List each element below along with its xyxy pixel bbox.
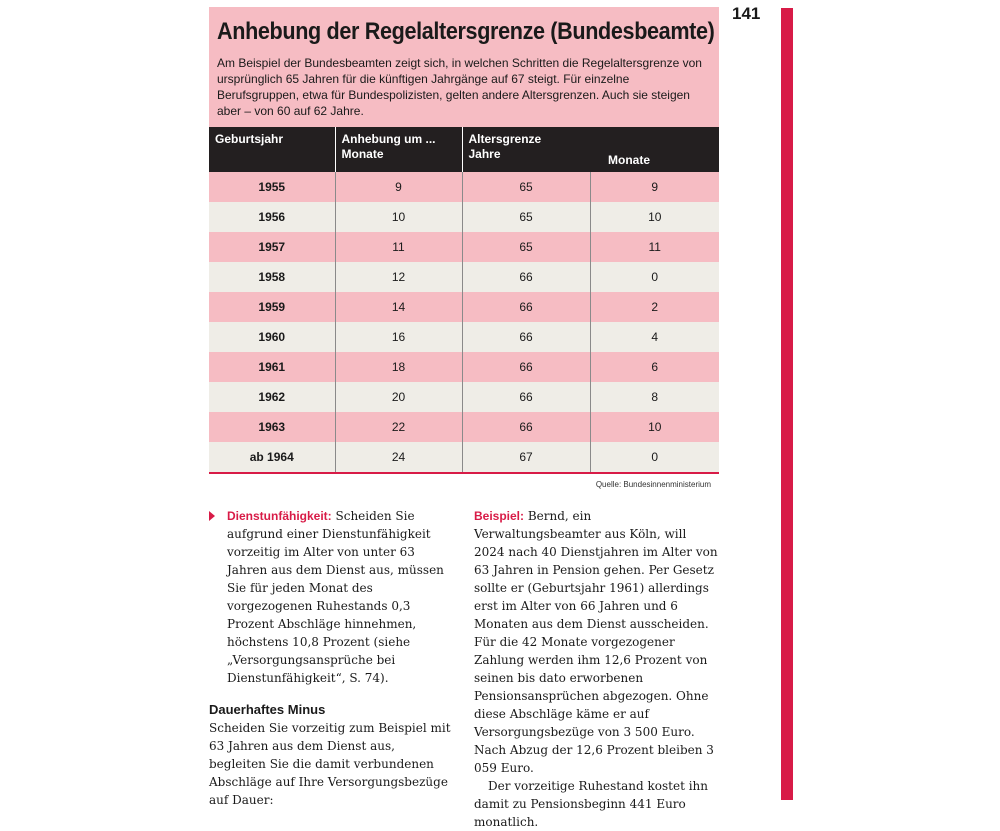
example-text: Bernd, ein Verwaltungsbeamter aus Köln, will 2024 nach 40 Dienstjahren im Alter von 63 Jahren in Pension gehen. Per Gesetz sollte er (Geburtsjahr 1961) allerdings erst im Alter von 66 Jahren und 6 Monaten aus dem Dienst ausscheiden. Für die 42 Monate vorgezogener Zahlung werden ihm 12,6 Prozent von seinen bis dato erworbenen Pensionsansprüchen abgezogen. Ohne diese Abschläge käme er auf Versorgungsbezüge von 3 500 Euro. Nach Abzug der 12,6 Prozent bleiben 3 059 Euro.: [474, 509, 718, 775]
cell-increase: 10: [335, 202, 462, 232]
cell-birth-year: 1959: [209, 292, 335, 322]
table-row: [209, 412, 719, 442]
info-box: [209, 7, 719, 489]
cell-months: 9: [590, 172, 719, 202]
cell-years: 67: [462, 442, 590, 473]
bullet-keyword: Dienstunfähigkeit:: [227, 509, 332, 523]
cell-increase: 12: [335, 262, 462, 292]
header-age-limit-years: Altersgrenze Jahre: [462, 127, 590, 172]
source-note: Quelle: Bundesinnenministerium: [595, 480, 711, 489]
cell-months: 10: [590, 202, 719, 232]
table-row: [209, 292, 719, 322]
cell-years: 65: [462, 172, 590, 202]
cell-increase: 14: [335, 292, 462, 322]
table-row: [209, 322, 719, 352]
cell-years: 66: [462, 352, 590, 382]
cell-birth-year: 1955: [209, 172, 335, 202]
cell-birth-year: 1958: [209, 262, 335, 292]
cell-months: 6: [590, 352, 719, 382]
header-birth-year: Geburtsjahr: [209, 127, 335, 172]
cell-birth-year: 1960: [209, 322, 335, 352]
cell-increase: 24: [335, 442, 462, 473]
cell-months: 11: [590, 232, 719, 262]
cell-increase: 9: [335, 172, 462, 202]
cell-years: 66: [462, 292, 590, 322]
header-increase-months: Anhebung um ... Monate: [335, 127, 462, 172]
right-column: [474, 507, 718, 831]
example-keyword: Beispiel:: [474, 509, 525, 523]
cell-birth-year: 1957: [209, 232, 335, 262]
table-row: [209, 232, 719, 262]
cell-birth-year: ab 1964: [209, 442, 335, 473]
page-edge-marker: [781, 8, 793, 800]
cell-birth-year: 1963: [209, 412, 335, 442]
cell-months: 2: [590, 292, 719, 322]
cell-increase: 18: [335, 352, 462, 382]
page-number: 141: [732, 4, 761, 23]
table-row: [209, 202, 719, 232]
cell-increase: 11: [335, 232, 462, 262]
cell-months: 0: [590, 262, 719, 292]
cell-years: 66: [462, 262, 590, 292]
cell-years: 66: [462, 412, 590, 442]
cell-months: 10: [590, 412, 719, 442]
box-intro: Am Beispiel der Bundesbeamten zeigt sich, in welchen Schritten die Regelaltersgrenze von ursprünglich 65 Jahren für die künftigen Jahrgänge auf 67 steigt. Für einzelne Berufsgruppen, etwa für Bundespolizisten, gelten andere Altersgrenzen. Auch sie steigen aber – von 60 auf 62 Jahre.: [217, 56, 702, 118]
box-title: Anhebung der Regelaltersgrenze (Bundesbeamte): [217, 18, 715, 45]
cell-birth-year: 1962: [209, 382, 335, 412]
cell-birth-year: 1961: [209, 352, 335, 382]
cell-years: 65: [462, 232, 590, 262]
cell-years: 66: [462, 382, 590, 412]
section-heading: Dauerhaftes Minus: [209, 702, 326, 717]
retirement-age-table: [209, 127, 719, 474]
cell-months: 0: [590, 442, 719, 473]
cell-months: 8: [590, 382, 719, 412]
left-column: [209, 507, 453, 809]
header-age-limit-months: Monate: [590, 127, 719, 172]
table-row: [209, 442, 719, 473]
bullet-item-disability: [209, 507, 453, 687]
cell-increase: 22: [335, 412, 462, 442]
cell-birth-year: 1956: [209, 202, 335, 232]
info-box-header: [209, 7, 719, 127]
cell-years: 66: [462, 322, 590, 352]
cell-years: 65: [462, 202, 590, 232]
table-row: [209, 382, 719, 412]
cell-months: 4: [590, 322, 719, 352]
table-row: [209, 352, 719, 382]
cell-increase: 16: [335, 322, 462, 352]
table-header-row: [209, 127, 719, 172]
closing-paragraph: Der vorzeitige Ruhestand kostet ihn damit zu Pensionsbeginn 441 Euro monatlich.: [474, 779, 708, 829]
table-row: [209, 262, 719, 292]
bullet-text: Scheiden Sie aufgrund einer Dienstunfähigkeit vorzeitig im Alter von unter 63 Jahren aus dem Dienst aus, müssen Sie für jeden Monat des vorgezogenen Ruhestands 0,3 Prozent Abschläge hinnehmen, höchstens 10,8 Prozent (siehe „Versorgungsansprüche bei Dienstunfähigkeit“, S. 74).: [227, 509, 444, 685]
cell-increase: 20: [335, 382, 462, 412]
table-row: [209, 172, 719, 202]
triangle-bullet-icon: [209, 511, 215, 521]
body-paragraph: Scheiden Sie vorzeitig zum Beispiel mit 63 Jahren aus dem Dienst aus, begleiten Sie die damit verbundenen Abschläge auf Ihre Versorgungsbezüge auf Dauer:: [209, 721, 451, 807]
